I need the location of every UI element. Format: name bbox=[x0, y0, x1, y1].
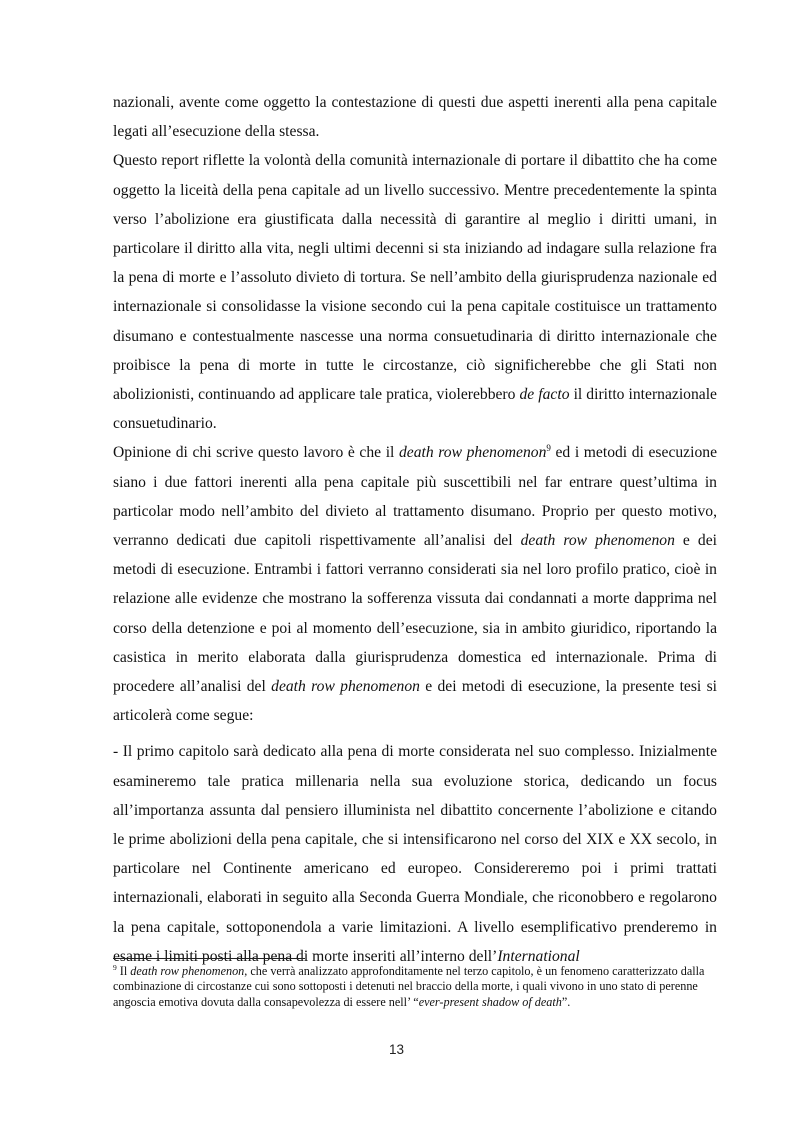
paragraph-3: Opinione di chi scrive questo lavoro è che il death row phenomenon$^9$ ed i metodi di esecuzione siano i due fattori inerenti alla pena capitale più suscettibili nel far entrare quest’ultima in particolar modo nell’ambito del divieto al trattamento disumano. Proprio per questo motivo, verranno dedicati due capitoli rispettivamente all’analisi del death row phenomenon e dei metodi di esecuzione. Entrambi i fattori verranno considerati sia nel loro profilo pratico, cioè in relazione alle evidenze che mostrano la sofferenza vissuta dai condannati a morte dapprima nel corso della detenzione e poi al momento dell’esecuzione, sia in ambito giuridico, riportando la casistica in merito elaborata dalla giurisprudenza domestica ed internazionale. Prima di procedere all’analisi del death row phenomenon e dei metodi di esecuzione, la presente tesi si articolerà come segue: bbox=[113, 443, 717, 725]
italic-term: de facto bbox=[519, 386, 570, 404]
paragraph-2: Questo report riflette la volontà della comunità internazionale di portare il dibattito che ha come oggetto la liceità della pena capitale ad un livello successivo. Mentre precedentemente la spinta verso l’abolizione era giustificata dalla necessità di garantire al meglio i diritti umani, in particolare il diritto alla vita, negli ultimi decenni si sta iniziando ad indagare sulla relazione fra la pena di morte e l’assoluto divieto di tortura. Se nell’ambito della giurisprudenza nazionale ed internazionale si consolidasse la visione secondo cui la pena capitale costituisce un trattamento disumano e contestualmente nascesse una norma consuetudinaria di diritto internazionale che proibisce la pena di morte in tutte le circostanze, ciò significherebbe che gli Stati non abolizionisti, continuando ad applicare tale pratica, violerebbero de facto il diritto internazionale consuetudinario. bbox=[113, 152, 717, 433]
paragraph-1: nazionali, avente come oggetto la contestazione di questi due aspetti inerenti alla pena capitale legati all’esecuzione della stessa. bbox=[113, 94, 717, 141]
italic-term: death row phenomenon bbox=[398, 444, 547, 462]
page-number: 13 bbox=[388, 1042, 405, 1057]
footnote: $^9$ Il death row phenomenon, che verrà analizzato approfonditamente nel terzo capitolo, è un fenomeno caratterizzato dalla combinazione di circostanze cui sono sottoposti i detenuti nel braccio della morte, i quali vivono in uno stato di perenne angoscia emotiva dovuta dalla consapevolezza di essere nell’ “ever-present shadow of death”. bbox=[113, 962, 705, 1009]
footnote-number: 9 bbox=[113, 962, 117, 972]
paragraph-4: - Il primo capitolo sarà dedicato alla pena di morte considerata nel suo complesso. Inizialmente esamineremo tale pratica millenaria nella sua evoluzione storica, dedicando un focus all’importanza assunta dal pensiero illuminista nel dibattito concernente l’abolizione e citando le prime abolizioni della pena capitale, che si intensificarono nel corso del XIX e XX secolo, in particolare nel Continente americano ed europeo. Considereremo poi i primi trattati internazionali, elaborati in seguito alla Seconda Guerra Mondiale, che riconobbero e regolarono la pena capitale, sottoponendola a varie limitazioni. A livello esemplificativo prenderemo in esame i limiti posti alla pena di morte inseriti all’interno dell’International bbox=[113, 743, 717, 965]
italic-term: International bbox=[497, 947, 580, 965]
italic-term: ever-present shadow of death bbox=[418, 994, 562, 1009]
body-text bbox=[113, 88, 717, 971]
italic-term: death row phenomenon bbox=[520, 532, 675, 550]
italic-term: death row phenomenon bbox=[130, 964, 245, 978]
footnote-separator bbox=[113, 958, 305, 959]
footnote-reference[interactable]: 9 bbox=[546, 443, 551, 454]
italic-term: death row phenomenon bbox=[271, 678, 420, 696]
